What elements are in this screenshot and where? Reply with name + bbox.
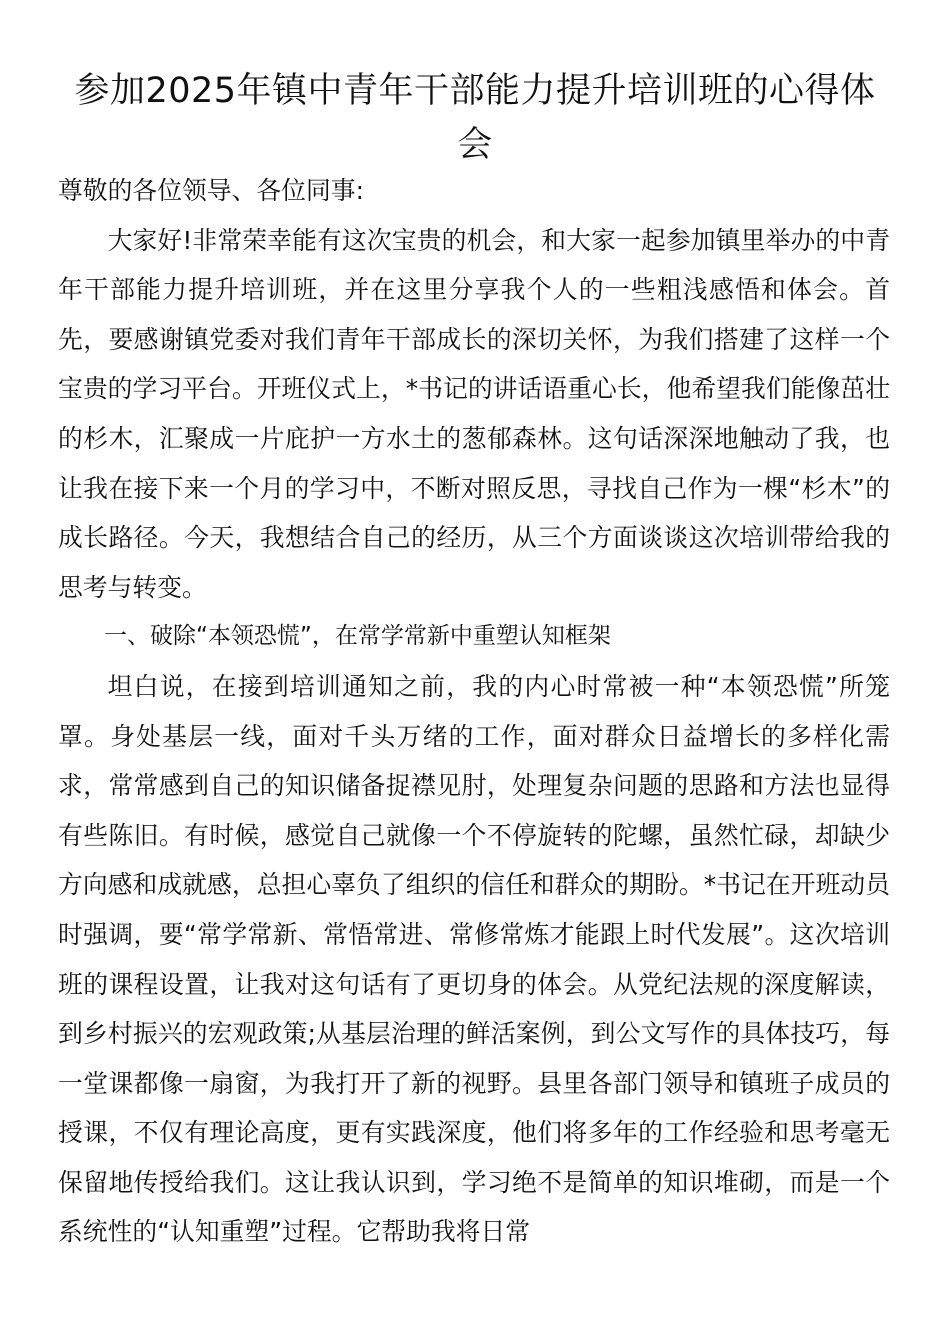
section-heading: 一、破除“本领恐慌”，在常学常新中重塑认知框架 (104, 623, 611, 650)
section-paragraph: 坦白说，在接到培训通知之前，我的内心时常被一种“本领恐慌”所笼罩。身处基层一线，面对千头万绪的工作，面对群众日益增长的多样化需求，常常感到自己的知识储备捉襟见肘，处理复杂问题的思路和方法也显得有些陈旧。有时候，感觉自己就像一个不停旋转的陀螺，虽然忙碌，却缺少方向感和成就感，总担心辜负了组织的信任和群众的期盼。*书记在开班动员时强调，要“常学常新、常悟常进、常修常炼才能跟上时代发展”。这次培训班的课程设置，让我对这句话有了更切身的体会。从党纪法规的深度解读，到乡村振兴的宏观政策;从基层治理的鲜活案例，到公文写作的具体技巧，每一堂课都像一扇窗，为我打开了新的视野。县里各部门领导和镇班子成员的授课，不仅有理论高度，更有实践深度，他们将多年的工作经验和思考毫无保留地传授给我们。这让我认识到，学习绝不是简单的知识堆砌，而是一个系统性的“认知重塑”过程。它帮助我将日常 (58, 671, 890, 1247)
opening-paragraph: 大家好!非常荣幸能有这次宝贵的机会，和大家一起参加镇里举办的中青年干部能力提升培训班，并在这里分享我个人的一些粗浅感悟和体会。首先，要感谢镇党委对我们青年干部成长的深切关怀，为我们搭建了这样一个宝贵的学习平台。开班仪式上，*书记的讲话语重心长，他希望我们能像茁壮的杉木，汇聚成一片庇护一方水土的葱郁森林。这句话深深地触动了我，也让我在接下来一个月的学习中，不断对照反思，寻找自己作为一棵“杉木”的成长路径。今天，我想结合自己的经历，从三个方面谈谈这次培训带给我的思考与转变。 (58, 225, 890, 602)
document-title: 参加2025年镇中青年干部能力提升培训班的心得体会 (74, 71, 876, 165)
document-body (58, 166, 890, 1257)
salutation: 尊敬的各位领导、各位同事: (58, 176, 364, 205)
